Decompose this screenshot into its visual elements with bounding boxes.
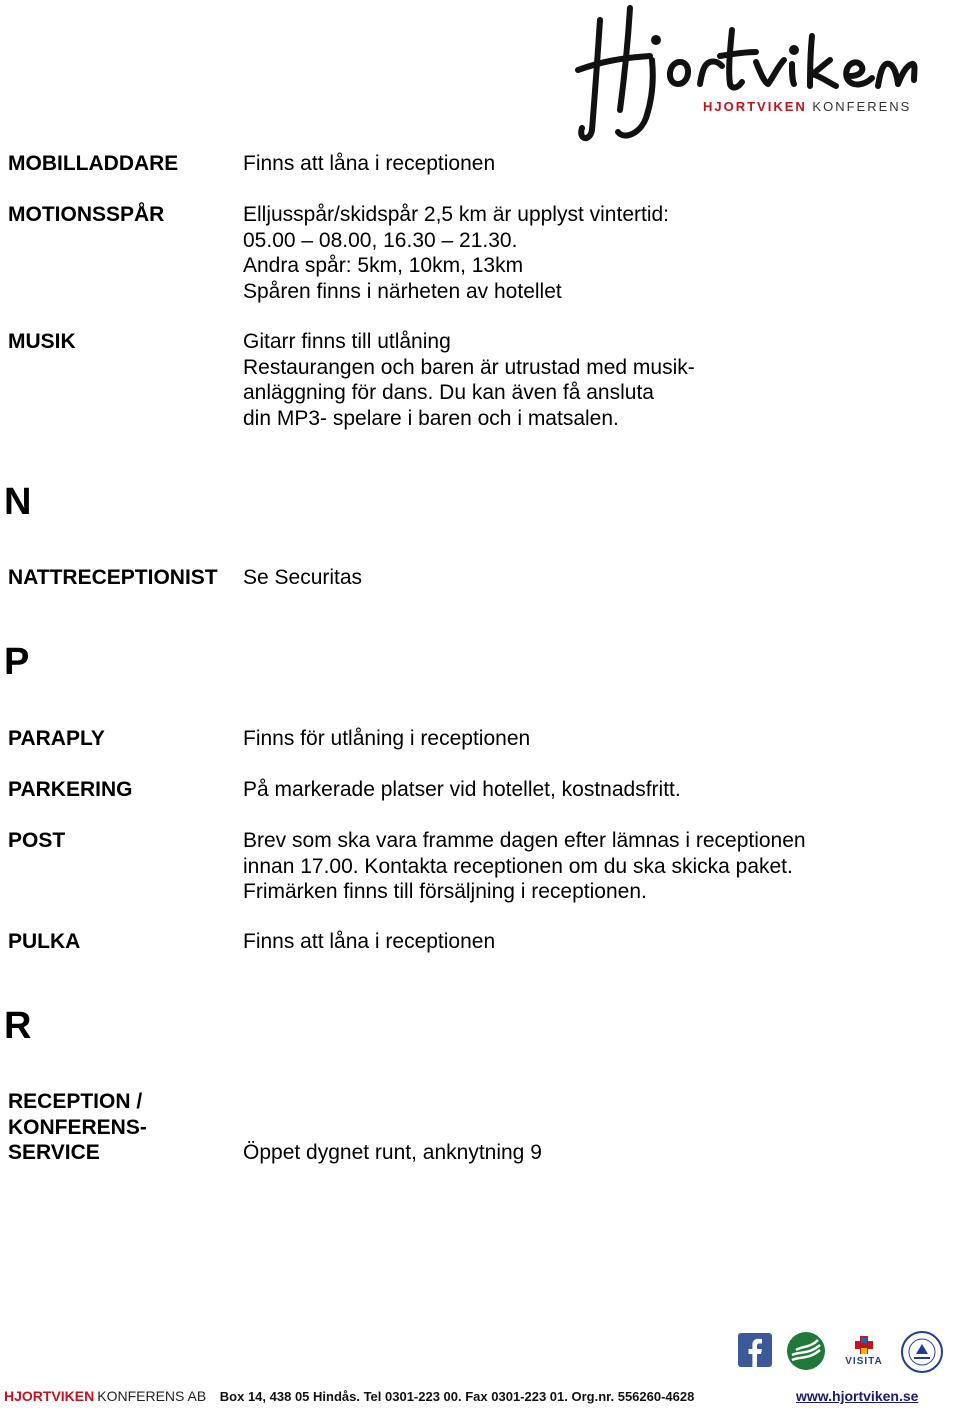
entry-term: PARKERING xyxy=(8,778,133,801)
entry-term: PULKA xyxy=(8,930,81,953)
footer xyxy=(4,1388,694,1404)
entry-description: Öppet dygnet runt, anknytning 9 xyxy=(243,1141,542,1164)
footer-brand-bold: HJORTVIKEN xyxy=(4,1388,95,1404)
entry-term xyxy=(8,1089,147,1166)
award-seal-icon xyxy=(900,1330,944,1374)
logo-brand-rest: KONFERENS xyxy=(812,99,912,114)
entry-description xyxy=(243,777,681,803)
entry-term: MOTIONSSPÅR xyxy=(8,203,165,226)
entry-line: Gitarr finns till utlåning xyxy=(243,330,451,353)
facebook-icon[interactable] xyxy=(738,1333,772,1367)
website-link[interactable]: www.hjortviken.se xyxy=(796,1388,919,1404)
entry-line: din MP3- spelare i baren och i matsalen. xyxy=(243,406,619,430)
entry-term-line: RECEPTION / xyxy=(8,1090,143,1113)
entry-line: Frimärken finns till försäljning i receptionen. xyxy=(243,880,647,903)
entry-line: Restaurangen och baren är utrustad med musik- xyxy=(243,355,695,379)
entry-term: MOBILLADDARE xyxy=(8,152,179,175)
footer-brand-rest: KONFERENS AB xyxy=(97,1388,207,1404)
entry-line: Spåren finns i närheten av hotellet xyxy=(243,279,562,303)
entry-term-line: SERVICE xyxy=(8,1141,100,1164)
entry-description xyxy=(243,202,669,304)
entry-description xyxy=(243,329,695,431)
hjortviken-logo xyxy=(560,0,940,150)
footer-address: Box 14, 438 05 Hindås. Tel 0301-223 00. Fax 0301-223 01. Org.nr. 556260-4628 xyxy=(219,1389,695,1404)
entry-description xyxy=(243,565,362,591)
swan-ecolabel-icon xyxy=(786,1331,826,1371)
entry-line: 05.00 – 08.00, 16.30 – 21.30. xyxy=(243,228,518,252)
section-letter-r: R xyxy=(4,1005,32,1047)
logo-brand-bold: HJORTVIKEN xyxy=(703,99,807,114)
entry-description xyxy=(243,151,495,177)
visita-label: VISITA xyxy=(845,1356,883,1367)
entry-line: På markerade platser vid hotellet, kostnadsfritt. xyxy=(243,778,681,801)
entry-term-line: KONFERENS- xyxy=(8,1115,147,1139)
entry-description xyxy=(243,828,806,905)
entry-line: Brev som ska vara framme dagen efter lämnas i receptionen xyxy=(243,829,806,852)
logo-tagline xyxy=(703,99,911,114)
entry-term: NATTRECEPTIONIST xyxy=(8,566,218,589)
entry-line: Finns att låna i receptionen xyxy=(243,152,496,175)
entry-line: Se Securitas xyxy=(243,566,363,589)
entry-line: innan 17.00. Kontakta receptionen om du ska skicka paket. xyxy=(243,854,793,878)
section-letter-p: P xyxy=(4,641,30,683)
entry-line: Andra spår: 5km, 10km, 13km xyxy=(243,254,524,277)
entry-term: PARAPLY xyxy=(8,727,105,750)
entry-line: Finns att låna i receptionen xyxy=(243,930,496,953)
entry-line: anläggning för dans. Du kan även få ansluta xyxy=(243,381,654,404)
entry-line: Finns för utlåning i receptionen xyxy=(243,727,531,750)
entry-description xyxy=(243,929,495,955)
entry-line: Elljusspår/skidspår 2,5 km är upplyst vintertid: xyxy=(243,203,669,226)
entry-description xyxy=(243,726,530,752)
visita-icon xyxy=(836,1334,892,1370)
entry-term: MUSIK xyxy=(8,330,76,353)
hjortviken-script-icon xyxy=(560,0,940,150)
section-letter-n: N xyxy=(4,481,32,523)
entry-term: POST xyxy=(8,829,66,852)
